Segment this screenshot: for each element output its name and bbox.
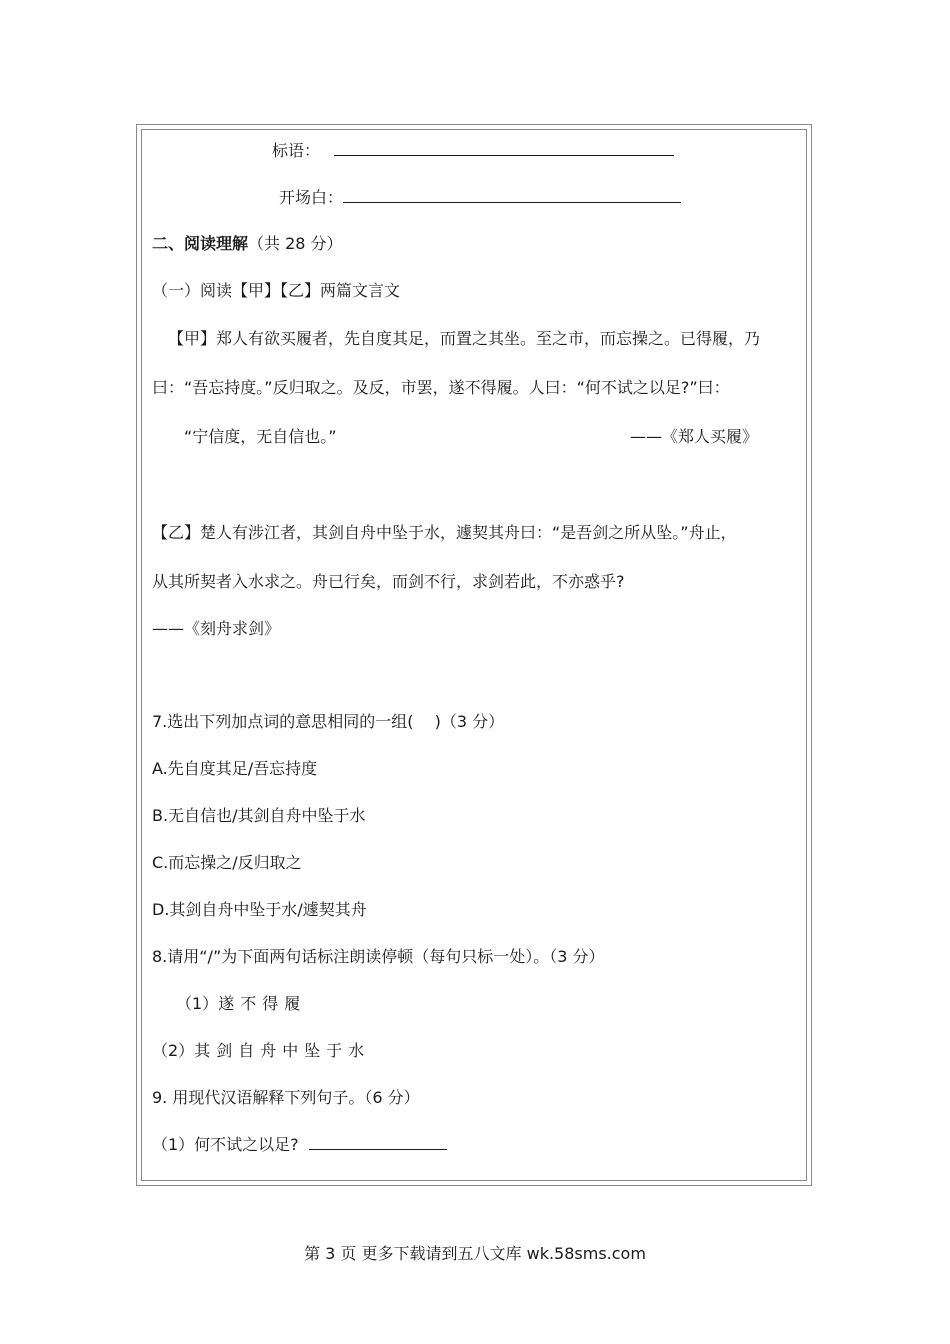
q7-stem: 7.选出下列加点词的意思相同的一组( )（3 分） bbox=[152, 712, 505, 731]
section-points: （共 28 分） bbox=[248, 234, 343, 253]
jia-line-2: 曰：“吾忘持度。”反归取之。及反，市罢，遂不得履。人曰：“何不试之以足?”曰： bbox=[152, 378, 730, 397]
q8-item-2 bbox=[152, 1040, 370, 1062]
q8-item-2-num: （2） bbox=[152, 1041, 195, 1060]
opening-row bbox=[279, 187, 681, 209]
slogan-label: 标语： bbox=[272, 141, 321, 160]
yi-source: ——《刻舟求剑》 bbox=[152, 619, 281, 638]
q8-item-2-text: 其剑自舟中坠于水 bbox=[194, 1041, 371, 1060]
jia-source: ——《郑人买履》 bbox=[630, 427, 759, 446]
yi-line-2: 从其所契者入水求之。舟已行矣，而剑不行，求剑若此，不亦惑乎? bbox=[152, 572, 625, 591]
q7-option-c: C.而忘操之/反归取之 bbox=[152, 853, 302, 872]
q7-option-b: B.无自信也/其剑自舟中坠于水 bbox=[152, 806, 366, 825]
slogan-row bbox=[272, 140, 674, 162]
q9-stem: 9. 用现代汉语解释下列句子。（6 分） bbox=[152, 1088, 420, 1107]
passage-intro: （一）阅读【甲】【乙】两篇文言文 bbox=[152, 281, 401, 300]
q9-item-1-blank[interactable] bbox=[309, 1135, 447, 1150]
q9-item-1 bbox=[152, 1134, 447, 1156]
q7-option-d: D.其剑自舟中坠于水/遽契其舟 bbox=[152, 900, 367, 919]
page-footer: 第 3 页 更多下载请到五八文库 wk.58sms.com bbox=[304, 1244, 646, 1263]
yi-line-1: 【乙】楚人有涉江者，其剑自舟中坠于水，遽契其舟曰：“是吾剑之所从坠。”舟止， bbox=[152, 523, 737, 542]
q8-item-1-text: 遂不得履 bbox=[218, 994, 307, 1013]
jia-line-3: “宁信度，无自信也。” bbox=[184, 427, 337, 446]
q9-item-1-text: （1）何不试之以足? bbox=[152, 1135, 299, 1154]
slogan-blank[interactable] bbox=[334, 141, 674, 156]
opening-label: 开场白： bbox=[279, 188, 344, 207]
q8-item-1-num: （1） bbox=[176, 994, 219, 1013]
q8-item-1 bbox=[176, 993, 306, 1015]
opening-blank[interactable] bbox=[343, 188, 681, 203]
q8-stem: 8.请用“/”为下面两句话标注朗读停顿（每句只标一处）。（3 分） bbox=[152, 947, 605, 966]
section-title-text: 二、阅读理解 bbox=[152, 234, 249, 253]
q7-option-a: A.先自度其足/吾忘持度 bbox=[152, 759, 318, 778]
jia-line-1: 【甲】郑人有欲买履者，先自度其足，而置之其坐。至之市，而忘操之。已得履，乃 bbox=[168, 329, 761, 348]
section-title bbox=[152, 233, 343, 255]
